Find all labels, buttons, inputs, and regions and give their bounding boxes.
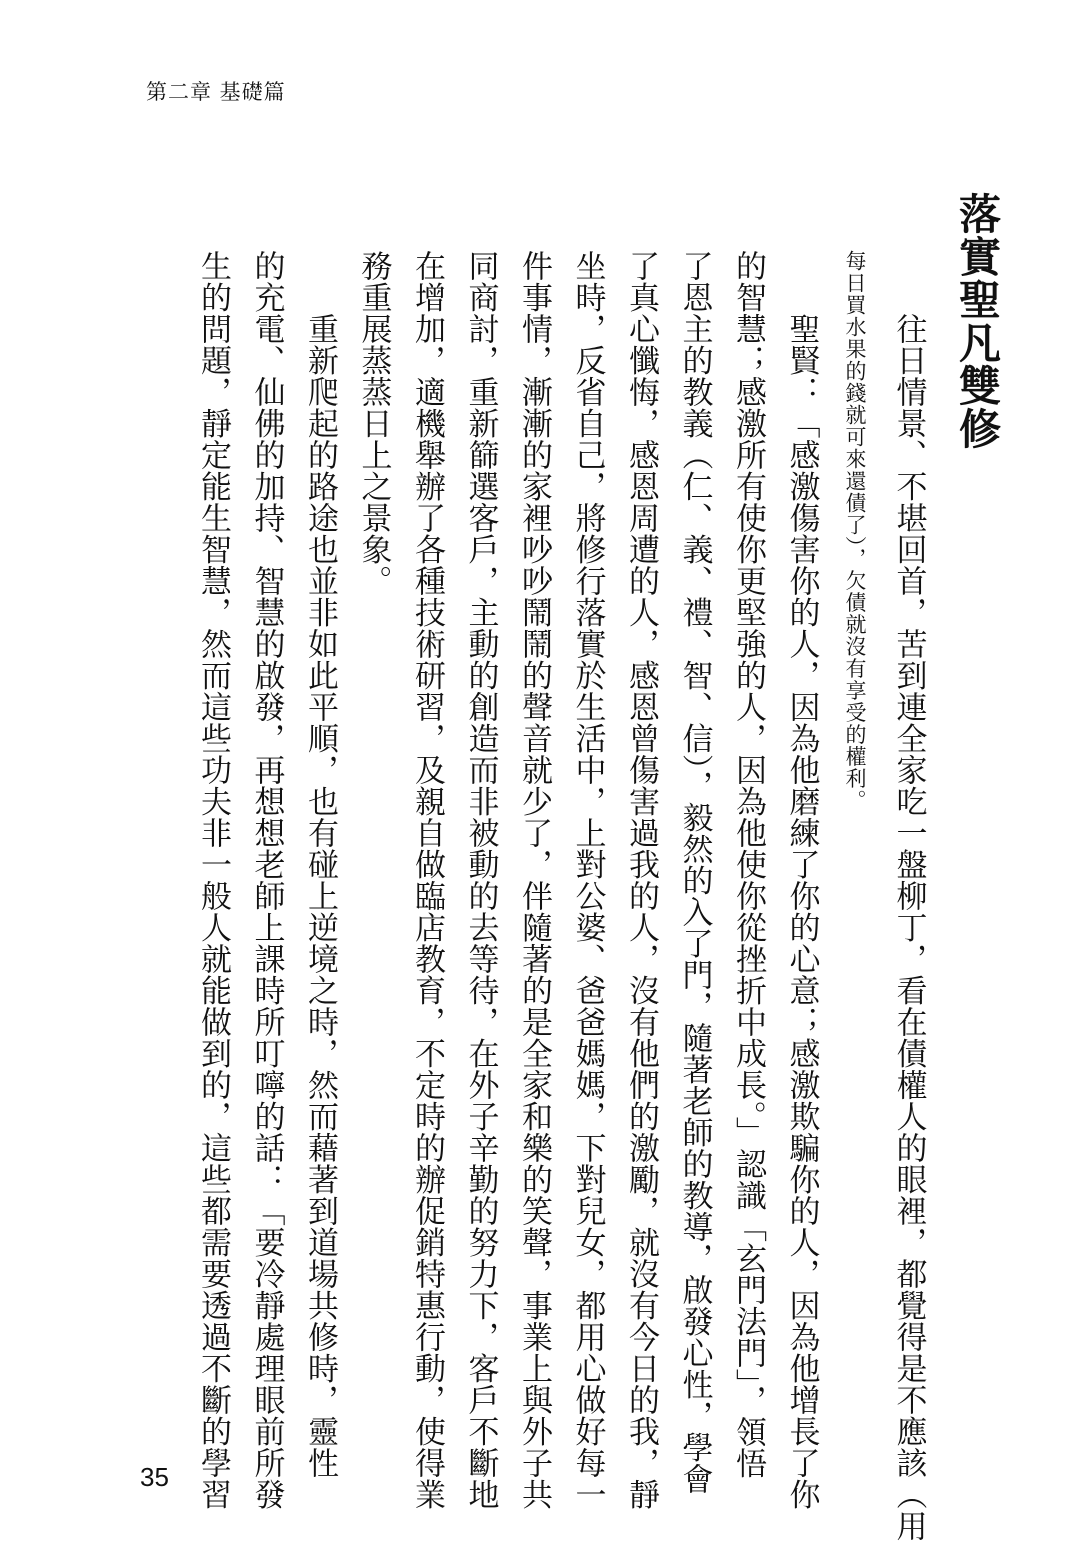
text-column: 坐時，反省自己，將修行落實於生活中，上對公婆、爸爸媽媽，下對兒女，都用心做好每一 bbox=[569, 250, 606, 1510]
text-column: 件事情，漸漸的家裡吵吵鬧鬧的聲音就少了，伴隨著的是全家和樂的笑聲，事業上與外子共 bbox=[516, 250, 552, 1510]
text-column: 了恩主的教義（仁、義、禮、智、信），毅然的入了門，隨著老師的教導，啟發心性，學會 bbox=[676, 250, 713, 1495]
article-title: 落實聖凡雙修 bbox=[953, 192, 1002, 450]
text-column: 務重展蒸蒸日上之景象。 bbox=[355, 250, 392, 597]
text-column: 了真心懺悔，感恩周遭的人，感恩曾傷害過我的人，沒有他們的激勵，就沒有今日的我，靜 bbox=[623, 250, 659, 1510]
text-column: 同商討，重新篩選客戶，主動的創造而非被動的去等待，在外子辛勤的努力下，客戶不斷地 bbox=[462, 250, 499, 1510]
text-column: 的充電、仙佛的加持、智慧的啟發，再想想老師上課時所叮嚀的話：「要冷靜處理眼前所發 bbox=[248, 250, 285, 1510]
running-header: 第二章 基礎篇 bbox=[146, 80, 286, 104]
text-column: 在增加，適機舉辦了各種技術研習，及親自做臨店教育，不定時的辦促銷特惠行動，使得業 bbox=[409, 250, 445, 1510]
text-column: 的智慧；感激所有使你更堅強的人，因為他使你從挫折中成長。」認識「玄門法門」，領悟 bbox=[730, 250, 766, 1479]
text-column: 生的問題，靜定能生智慧，然而這些功夫非一般人就能做到的，這些都需要透過不斷的學習 bbox=[195, 250, 231, 1510]
text-column: 聖賢：「感激傷害你的人，因為他磨練了你的心意；感激欺騙你的人，因為他增長了你 bbox=[783, 313, 820, 1510]
text-column: 往日情景、不堪回首，苦到連全家吃一盤柳丁，看在債權人的眼裡，都覺得是不應該（用 bbox=[890, 313, 927, 1542]
page-number: 35 bbox=[140, 1462, 169, 1492]
text-column: 每日買水果的錢就可來還債了），欠債就沒有享受的權利。 bbox=[843, 250, 867, 812]
text-column: 重新爬起的路途也並非如此平順，也有碰上逆境之時，然而藉著到道場共修時，靈性 bbox=[302, 313, 338, 1479]
